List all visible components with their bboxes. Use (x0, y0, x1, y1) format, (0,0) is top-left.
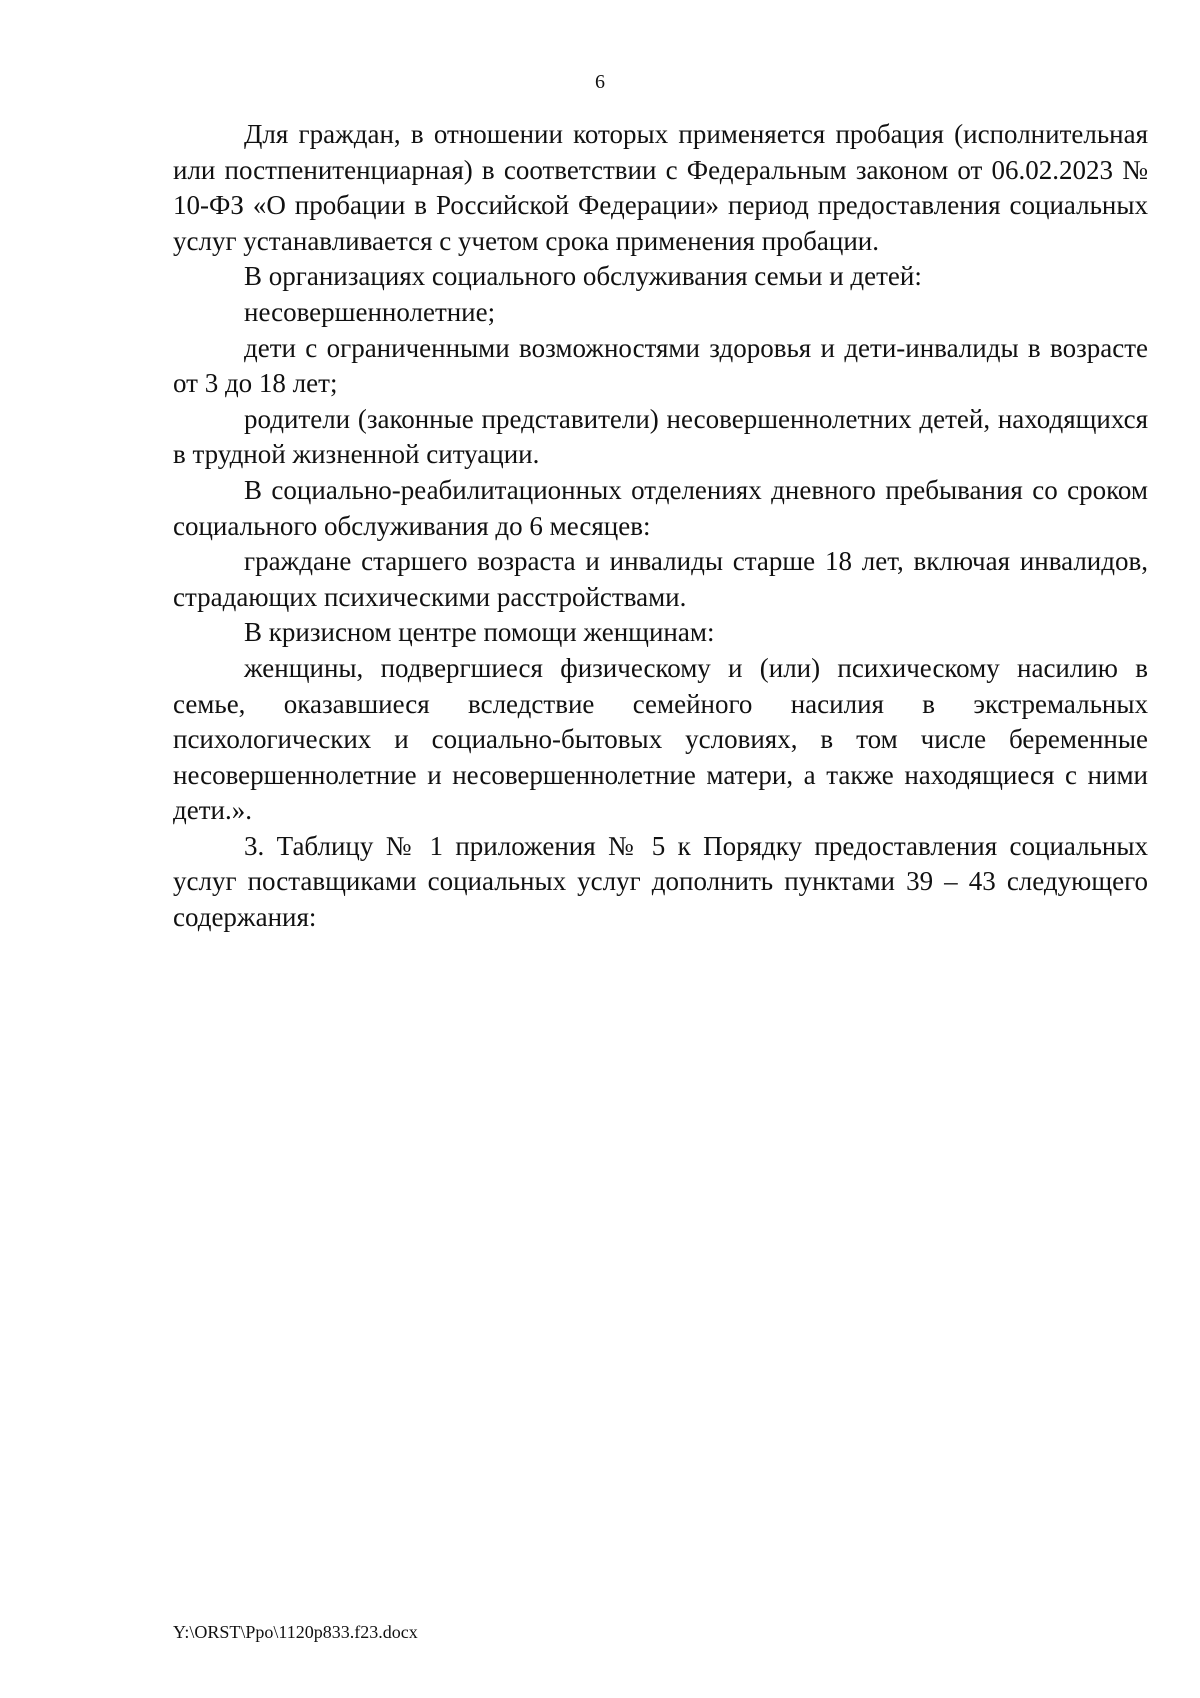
paragraph-day-care-departments: В социально-реабилитационных отделениях дневного пребывания со сроком социального обслуживания до 6 месяцев: (173, 474, 1148, 541)
paragraph-disabled-children: дети с ограниченными возможностями здоровья и дети-инвалиды в возрасте от 3 до 18 лет; (173, 332, 1148, 399)
paragraph-family-organizations: В организациях социального обслуживания семьи и детей: (244, 261, 922, 292)
paragraph-minors: несовершеннолетние; (244, 296, 496, 327)
paragraph-table-amendment: 3. Таблицу № 1 приложения № 5 к Порядку предоставления социальных услуг поставщиками социальных услуг дополнить пунктами 39 – 43 следующего содержания: (173, 830, 1148, 933)
document-body (173, 117, 1148, 936)
page-number: 6 (595, 71, 605, 93)
paragraph-parents: родители (законные представители) несовершеннолетних детей, находящихся в трудной жизненной ситуации. (173, 403, 1148, 470)
paragraph-crisis-center: В кризисном центре помощи женщинам: (244, 617, 715, 648)
footer-file-path: Y:\ORST\Ppo\1120p833.f23.docx (173, 1622, 418, 1642)
paragraph-elderly-citizens: граждане старшего возраста и инвалиды старше 18 лет, включая инвалидов, страдающих психическими расстройствами. (173, 546, 1148, 612)
paragraph-women-victims: женщины, подвергшиеся физическому и (или) психическому насилию в семье, оказавшиеся вследствие семейного насилия в экстремальных психологических и социально-бытовых условиях, в том числе беременные несовершеннолетние и несовершеннолетние матери, а также находящиеся с ними дети.». (173, 652, 1148, 826)
paragraph-probation: Для граждан, в отношении которых применяется пробация (исполнительная или постпенитенциарная) в соответствии с Федеральным законом от 06.02.2023 № 10-ФЗ «О пробации в Российской Федерации» период предоставления социальных услуг устанавливается с учетом срока применения пробации. (173, 119, 1148, 256)
